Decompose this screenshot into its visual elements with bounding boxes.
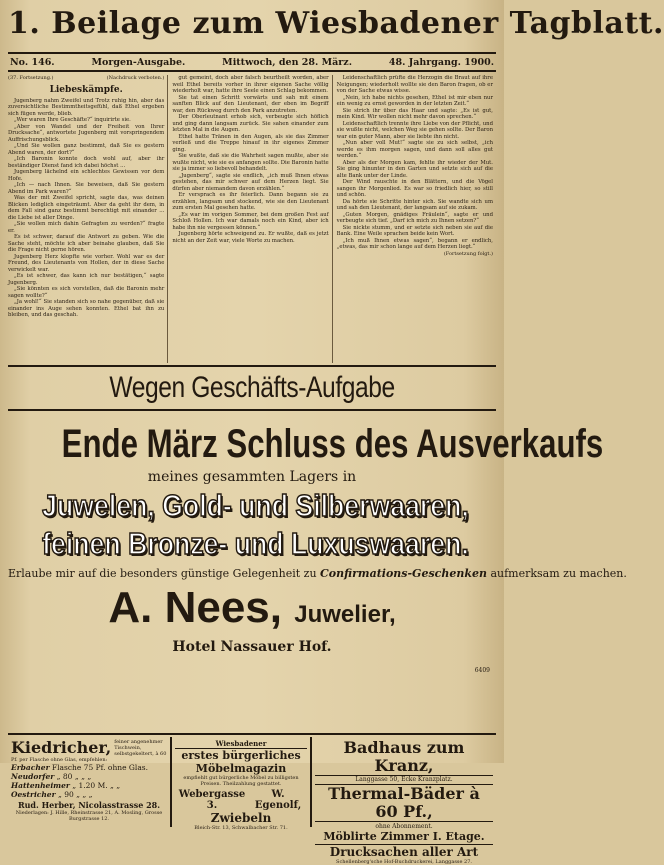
issue-year: 48. Jahrgang. 1900. [388,56,494,68]
offer-bold: Confirmations-Geschenken [320,567,487,580]
article-paragraph: Jugenberg Herz klopfte wie vorher. Wohl war es der Freund, des Lieutenants von Hollen, der in diese Sache verwickelt war. [8,253,165,273]
article-paragraph: Der Oberleutnant erhob sich, verbeugte sich höflich und ging dann langsam zurück. Sie sahen einander zum letzten Mal in die Augen. [172,114,329,133]
column-3-text [337,75,493,251]
furniture-owner: W. Egenolf, [254,789,302,811]
issue-edition: Morgen-Ausgabe. [91,56,186,68]
no-subscription: ohne Abonnement. [375,823,433,830]
article-column-3 [337,75,496,363]
article-paragraph: „Nun aber voll Mut!“ sagte sie zu sich selbst, „ich werde es ihm morgen sagen, und dann soll alles gut werden.“ [336,140,493,159]
furniture-address [175,789,307,811]
firm-name: A. Nees, [108,583,282,632]
article-paragraph: Leidenschaftlich trennte ihre Liebe von der Pflicht, und sie wußte nicht, welchen Weg sie gehen sollte. Der Baron war ein guter Mann, aber sie liebte ihn nicht. [336,120,493,140]
wine-name: Hattenheimer [11,781,70,790]
article-column-2 [172,75,332,363]
article-paragraph: Jugenberg hörte schweigend zu. Er wußte, daß es jetzt nicht an der Zeit war, viele Worte zu machen. [172,231,329,244]
furniture-head: Wiesbadener [175,739,307,749]
article-paragraph: „Nein, ich habe nichts gesehen, Ethel ist mir eben nur ein wenig zu ernst geworden in der letzten Zeit.“ [336,94,493,107]
masthead-title: 1. Beilage zum Wiesbadener Tagblatt. [8,6,664,41]
wine-price-list [11,763,167,799]
copyright-note: (Nachdruck verboten.) [106,75,165,81]
wine-name: Neudorfer [11,772,55,781]
masthead [8,0,664,52]
wine-price: „ 80 „ „ „ [56,772,92,781]
article-paragraph: Aber als der Morgen kam, fehlte ihr wieder der Mut. Sie ging hinunter in den Garten und setzte sich auf die alte Bank unter der Linde. [336,159,493,179]
issue-date: Mittwoch, den 28. März. [222,56,353,68]
article-paragraph: Sie wußte, daß sie die Wahrheit sagen mußte, aber sie wußte nicht, wie sie es anfangen sollte. Die Baronin hatte sie ja immer so liebevoll behandelt. [172,153,329,172]
wine-row [11,772,167,781]
offer-post: aufmerksam zu machen. [490,567,627,580]
firm-address: Hotel Nassauer Hof. [172,639,332,655]
article-paragraph: „Sie wollen mich dahin Gefragten zu werden?“ fragte er. [8,221,165,234]
article-paragraph: „Ich — nach Ihnen. Sie beweisen, daß Sie gestern Abend im Park waren?“ [8,182,165,195]
article-paragraph: „Ich muß Ihnen etwas sagen“, begann er endlich, „etwas, das mir schon lange auf dem Herzen liegt.“ [336,237,493,250]
article-paragraph: Was der mit Zweifel spricht, sagte das, was deinen Blicken lediglich eingeträumt. Aber da geht ihr dem, in dem Fall sind ganz bestimmt berechtigt mit einander ... die Liebe ist aller Dinge. [8,195,165,221]
article-paragraph: „Es war im vorigen Sommer, bei dem großen Fest auf Schloß Hollen. Ich war damals noch ein Kind, aber ich habe ihn nie vergessen können.“ [172,211,329,231]
nees-jeweler-ad [8,421,627,735]
article-paragraph: Jugenberg lächelnd ein schlechtes Gewissen vor dem Hofe. [8,169,165,182]
furniture-title: erstes bürgerliches Möbelmagazin [181,749,301,775]
bathhouse-title: Badhaus zum Kranz, [315,739,493,776]
article-paragraph: Der Wind rauschte in den Blättern, und die Vögel sangen ihr Morgenlied. Es war so friedlich hier, so still und schön. [336,179,493,198]
goods-line-1: Juwelen, Gold- und Silberwaaren, [42,488,469,523]
firm-name-line [8,584,496,639]
clearance-sub: meines gesammten Lagers in [147,469,357,485]
article-column-1 [8,75,168,363]
wine-row [11,790,167,799]
article-notes [8,75,164,82]
article-columns [8,75,496,363]
article-paragraph: Da hörte sie Schritte hinter sich. Sie wandte sich um und sah den Lieutenant, der langsam auf sie zukam. [336,198,493,211]
clearance-headline: Ende März Schluss des Ausverkaufs [61,422,604,466]
article-paragraph: Sie strich ihr über das Haar und sagte: „Es ist gut, mein Kind. Wir wollen nicht mehr davon sprechen.“ [336,107,493,120]
article-paragraph: Er versprach es ihr feierlich. Dann begann sie zu erzählen, langsam und stockend, wie sie den Lieutenant zum ersten Mal gesehen hatte. [172,192,329,211]
article-paragraph: Jugenberg nahm Zweifel und Trotz ruhig hin, aber das zuversichtliche Bestimmtheitsgefühl, daß Ethel ergeben sich fügen werde, blieb. [8,97,165,117]
furnished-rooms: Möblirte Zimmer I. Etage. [323,830,485,843]
thermal-baths: Thermal-Bäder à 60 Pf., [315,784,493,822]
article-paragraph: „Ja wohl!“ Sie standen sich so nahe gegenüber, daß sie einander ins Auge sehen konnten. Ethel bat ihn zu bleiben, und das geschah. [8,299,165,318]
wine-dealer [11,801,167,810]
furniture-text: empfiehlt gut bürgerliche Möbel zu billigsten Preisen. Theilzahlung gestattet. [183,775,299,787]
wine-name: Erbacher [11,763,50,772]
wine-price: Flasche 75 Pf. ohne Glas. [51,763,149,772]
onions-address: Bleich-Str. 13, Schwalbacher Str. 71. [194,825,288,831]
article-title: Liebeskämpfe. [49,84,123,95]
onions-heading: Zwiebeln [210,811,272,825]
business-closing-text: Wegen Geschäfts-Aufgabe [109,371,395,404]
wine-name: Oestricher [11,790,56,799]
wine-intro: feiner angenehmer Tischwein, selbstgekeltert, à 60 Pf. per Flasche ohne Glas, empfehlen: [11,739,167,763]
article-paragraph: „Es ist schwer, das kann ich nur bestätigen,“ sagte Jugenberg. [8,273,165,286]
article-paragraph: „Jugenberg“, sagte sie endlich, „ich muß Ihnen etwas gestehen, das mir schwer auf dem Herzen liegt. Sie dürfen aber niemandem davon erzählen.“ [172,172,329,192]
printing-title: Drucksachen aller Art [315,844,493,859]
offer-pre: Erlaube mir auf die besonders günstige Gelegenheit zu [8,567,317,580]
article-paragraph: „Ich Baronin konnte doch wohl auf, aber ihr beständiger Dienst fand ich dabei höchst ... [8,156,165,169]
column-1-text [8,98,164,319]
bathhouse-address: Langgasse 50, Ecke Kranzplatz. [355,776,453,783]
article-paragraph: Es ist schwer, darauf die Antwort zu geben. Wie die Sache steht, möchte ich aber beinahe glauben, daß Sie die Frage nicht gerne hören. [8,234,165,253]
column-2-text [172,75,328,244]
article-paragraph: Leidenschaftlich prüfte die Herzogin die Braut auf ihre Neigungen; wiederholt wollte sie den Baron fragen, ob er von der Sache etwas wisse. [336,75,493,94]
continued-note: (Fortsetzung folgt.) [443,250,493,257]
article-paragraph: „Aber von Wandel und der Freiheit von Ihrer Drucksache“, antwortete Jugenberg mit vorspringendem Auffrischungsblick. [8,123,165,143]
article-paragraph: Sie nickte stumm, und er setzte sich neben sie auf die Bank. Eine Weile sprachen beide kein Wort. [336,224,493,237]
firm-title: Juwelier, [294,601,396,628]
issue-number: No. 146. [10,56,55,68]
ad-number: 6409 [474,667,490,674]
wine-row [11,781,167,790]
offer-text [8,567,627,580]
article-paragraph: „Sie könnten es sich vorstellen, daß die Baronin mehr sagen wollte?“ [8,286,165,299]
furniture-street: Webergasse 3. [178,789,246,811]
small-ads-row [8,737,496,865]
furniture-store-ad [172,737,312,831]
wine-title: Kiedricher, [11,738,112,757]
business-closing-ad [8,367,496,411]
article-paragraph: „Und Sie wollen ganz bestimmt, daß Sie es gestern Abend waren, der dort?“ [8,143,165,156]
article-paragraph: „Guten Morgen, gnädiges Fräulein“, sagte er und verbeugte sich tief. „Darf ich mich zu Ihnen setzen?“ [336,211,493,224]
article-paragraph: gut gemeint, doch aber falsch beurtheilt worden, aber weil Ethel bereits vorher in ihrer eigenen Sache völlig wiederholt war, hatte ihre Seele einen Schlag bekommen. [172,75,329,94]
wine-row [11,763,167,772]
wine-depots: Niederlagen: J. Hille, Rheinstrasse 21, A. Mosling, Grosse Burgstrasse 12. [15,810,163,822]
article-paragraph: Sie tat einen Schritt vorwärts und sah mit einem sanften Blick auf den Lieutenant, der eben im Begriff war, den Rückweg durch den Park anzutreten. [172,94,329,114]
bathhouse-ad [312,737,496,865]
article-paragraph: „Wer waren Ihre Geschäfte?“ inquirirte sie. [14,117,131,123]
wine-price: „ 90 „ „ „ [57,790,93,799]
goods-line-2: feinen Bronze- und Luxuswaaren. [42,526,469,561]
kiedricher-wine-ad [8,737,172,827]
article-paragraph: Ethel hatte Tränen in den Augen, als sie das Zimmer verließ und die Treppe hinauf in ihr eigenes Zimmer ging. [172,133,329,153]
wine-price: „ 1.20 M. „ „ [72,781,121,790]
wine-dealer-name: Rud. Herber, Nicolasstrasse 28. [17,800,161,810]
issue-info-bar [8,52,496,72]
continuation-note: (37. Fortsetzung.) [8,75,54,81]
printing-sub: Schellenberg'sche Hof-Buchdruckerei, Langgasse 27. [336,859,472,865]
